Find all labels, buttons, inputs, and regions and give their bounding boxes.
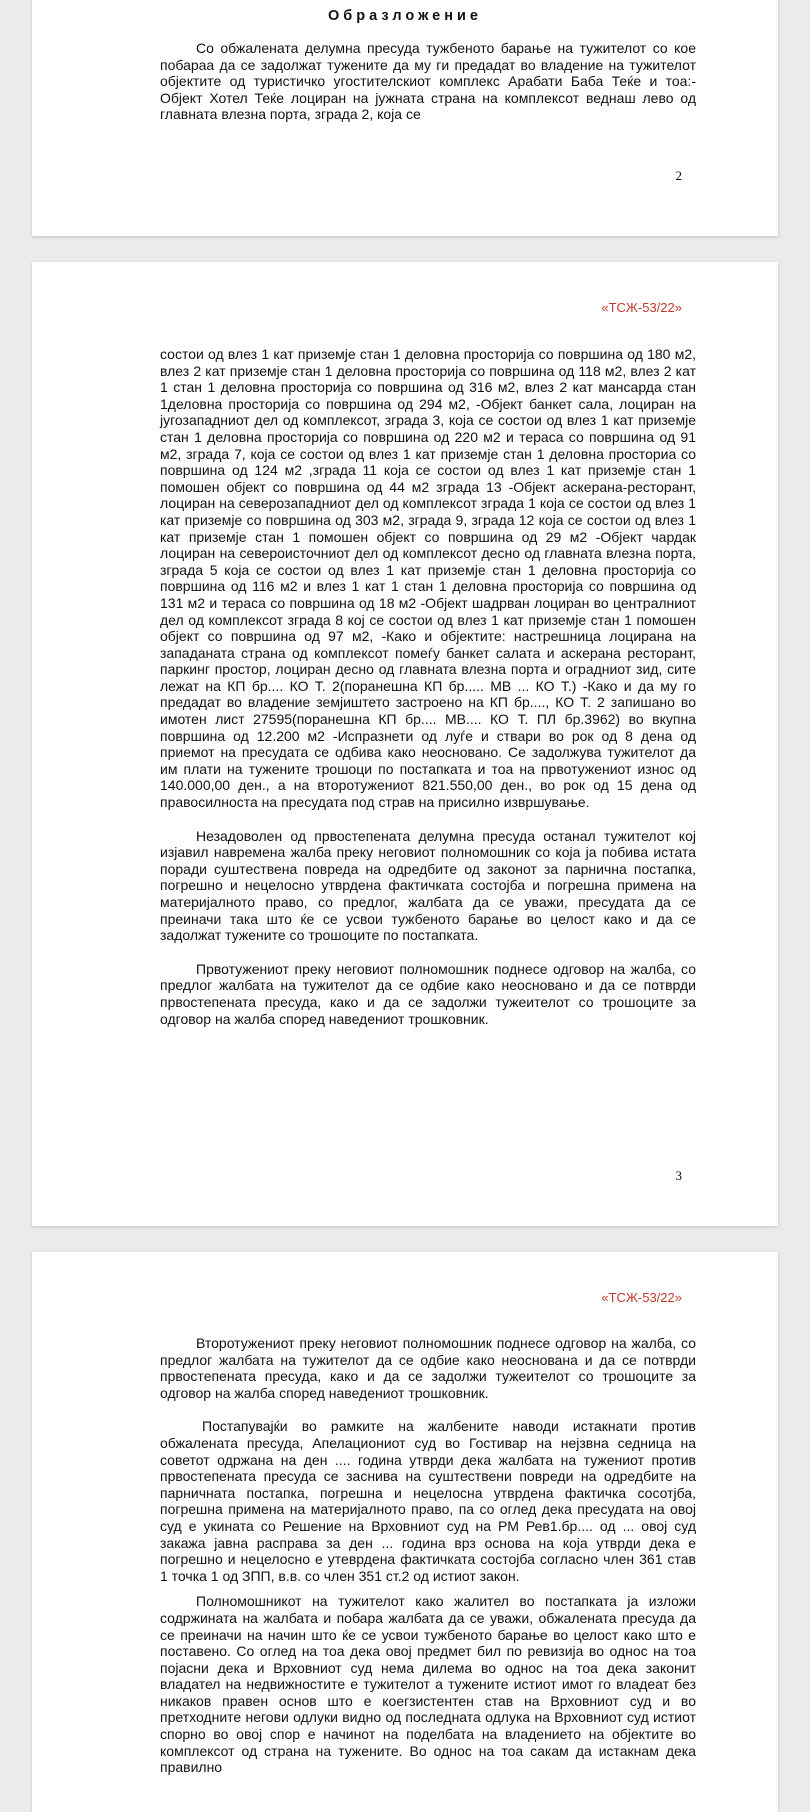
paragraph: Постапувајќи во рамките на жалбените наводи истакнати против обжалената пресуда, Апелациониот суд во Гостивар на нејзвна седница на советот одржана на ден .... година утврди дека жалбата на тужениот против првостепената пресуда се заснива на суштествени повреди на одредбите на парничната постапка, погрешна и нецелосна утврдена фактичка сосотјба, погрешна примена на материјалното право, па со оглед дека пресудата на овој суд е укината со Решение на Врховниот суд на РМ Рев1.бр.... од ... овој суд закажа јавна расправа за ден ... година врз основа на која утврди дека е погрешно и нецелосно е утеврдена фактичката состојба согласно член 361 став 1 точка 1 од ЗПП, в.в. со член 351 ст.2 од истиот закон.: [160, 1418, 696, 1584]
paragraph: Со обжалената делумна пресуда тужбеното барање на тужителот со кое побараа да се задолжат тужените да му ги предадат во владение на тужителот објектите од туристичко угостителскиот комплекс Арабати Баба Теќе и тоа:-Објект Хотел Теќе лоциран на јужната страна на комплексот веднаш лево од главната влезна порта, зграда 2, која се: [160, 40, 696, 123]
paragraph: Првотужениот преку неговиот полномошник поднесе одговор на жалба, со предлог жалбата на тужителот да се одбие како неосновано и да се потврди првостепената пресуда, како и да се задолжи тужеителот со трошоците за одговор на жалба според наведениот трошковник.: [160, 960, 696, 1027]
page-number: 2: [675, 168, 682, 183]
page-body: [160, 40, 696, 123]
case-reference: «ТСЖ-53/22»: [601, 1290, 682, 1305]
case-reference: «ТСЖ-53/22»: [601, 300, 682, 315]
document-page-2: [32, 0, 778, 236]
document-page-3: [32, 262, 778, 1226]
document-title: Образложение: [328, 8, 482, 24]
paragraph: Незадоволен од првостепената делумна пресуда останал тужителот кој изјавил навремена жалба преку неговиот полномошник со која ја побива истата поради суштествена повреда на одредбите од законот за парнична постапка, погрешно и нецелосно утврдена фактичката состојба и погрешна примена на материјалното право, со предлог, жалбата да се уважи, пресудата да се преиначи така што ќе се усвои тужбеното барање во целост како и да се задолжат тужените со трошоците по постапката.: [160, 827, 696, 944]
paragraph: Второтужениот преку неговиот полномошник поднесе одговор на жалба, со предлог жалбата на тужителот да се одбие како неоснована и да се потврди првостепената пресуда, како и да се задолжи тужеителот со трошоците за одговор на жалба според наведениот трошковник.: [160, 1335, 696, 1401]
paragraph: состои од влез 1 кат приземје стан 1 деловна просторија со површина од 180 м2, влез 2 кат приземје стан 1 деловна просторија со површина од 118 м2, влез 2 кат 1 стан 1 деловна просторија со површина од 316 м2, влез 2 кат мансарда стан 1деловна просторија со површина од 294 м2, -Објект банкет сала, лоциран на југозападниот дел од комплексот, зграда 3, која се состои од влез 1 кат приземје стан 1 деловна просторија со површина од 220 м2 и тераса со површина од 91 м2, зграда 7, која се состои од влез 1 кат приземје стан 1 деловна просториа со површина од 124 м2 ,зграда 11 која се состои од влез 1 кат приземје стан 1 помошен објект со површина од 44 м2 зграда 13 -Објект аскерана-ресторант, лоциран на северозападниот дел од комплексот зграда 1 која се состои од влез 1 кат приземје со површина од 303 м2, зграда 9, зграда 12 која се состои од влез 1 кат приземје стан 1 помошен објект со површина од 29 м2 -Објект чардак лоциран на североисточниот дел од комплексот десно од главната влезна порта, зграда 5 која се состои од влез 1 кат приземје стан 1 деловна просторија со површина од 116 м2 и влез 1 кат 1 стан 1 деловна просторија со површина од 131 м2 и тераса со површина од 18 м2 -Објект шадрван лоциран во централниот дел од комплексот зграда 8 кој се состои од влез 1 кат приземје стан 1 помошен објект со површина од 97 м2, -Како и објектите: настрешница лоцирана на западаната страна од комплексот помеѓу банкет салата и аскерана ресторант, паркинг простор, лоциран десно од главната влезна порта и оградниот зид, сите лежат на КП бр.... КО Т. 2(поранешна КП бр..... МВ ... КО Т.) -Како и да му го предадат во владение земјиштето застроено на КП бр...., КО Т. 2 запишано во имотен лист 27595(поранешна КП бр.... МВ.... КО Т. ПЛ бр.3962) во вкупна површина од 12.200 м2 -Испразнети од луѓе и ствари во рок од 8 дена од приемот на пресудата се одбива како неосновано. Се задолжува тужителот да им плати на тужените трошоци по постапката и тоа на првотужениот износ од 140.000,00 ден., а на второтужениот 821.550,00 ден., во рок од 15 дена од правосилноста на пресудата под страв на присилно извршување.: [160, 346, 696, 811]
page-body: [160, 346, 696, 1027]
paragraph: Полномошникот на тужителот како жалител во постапката ја изложи содржината на жалбата и побара жалбата да се уважи, обжалената пресуда да се преиначи на начин што ќе се усвои тужбеното барање во целост како што е поставено. Со оглед на тоа дека овој предмет бил по ревизија во однос на тоа појасни дека и Врховниот суд нема дилема во однос на тоа дека законит владател на недвижностите е тужителот а тужените истиот имот го владеат без никаков правен основ што е коегзистентен став на Врховниот суд и во претходните негови одлуки видно од последната одлука на Врховниот суд истиот спорно во овој спор е начинот на поделбата на владението на објектите во комплексот од страна на тужените. Во однос на тоа сакам да истакнам дека правилно: [160, 1593, 696, 1776]
page-number: 3: [675, 1168, 682, 1183]
page-body: [160, 1335, 696, 1776]
document-page-4: [32, 1252, 778, 1812]
